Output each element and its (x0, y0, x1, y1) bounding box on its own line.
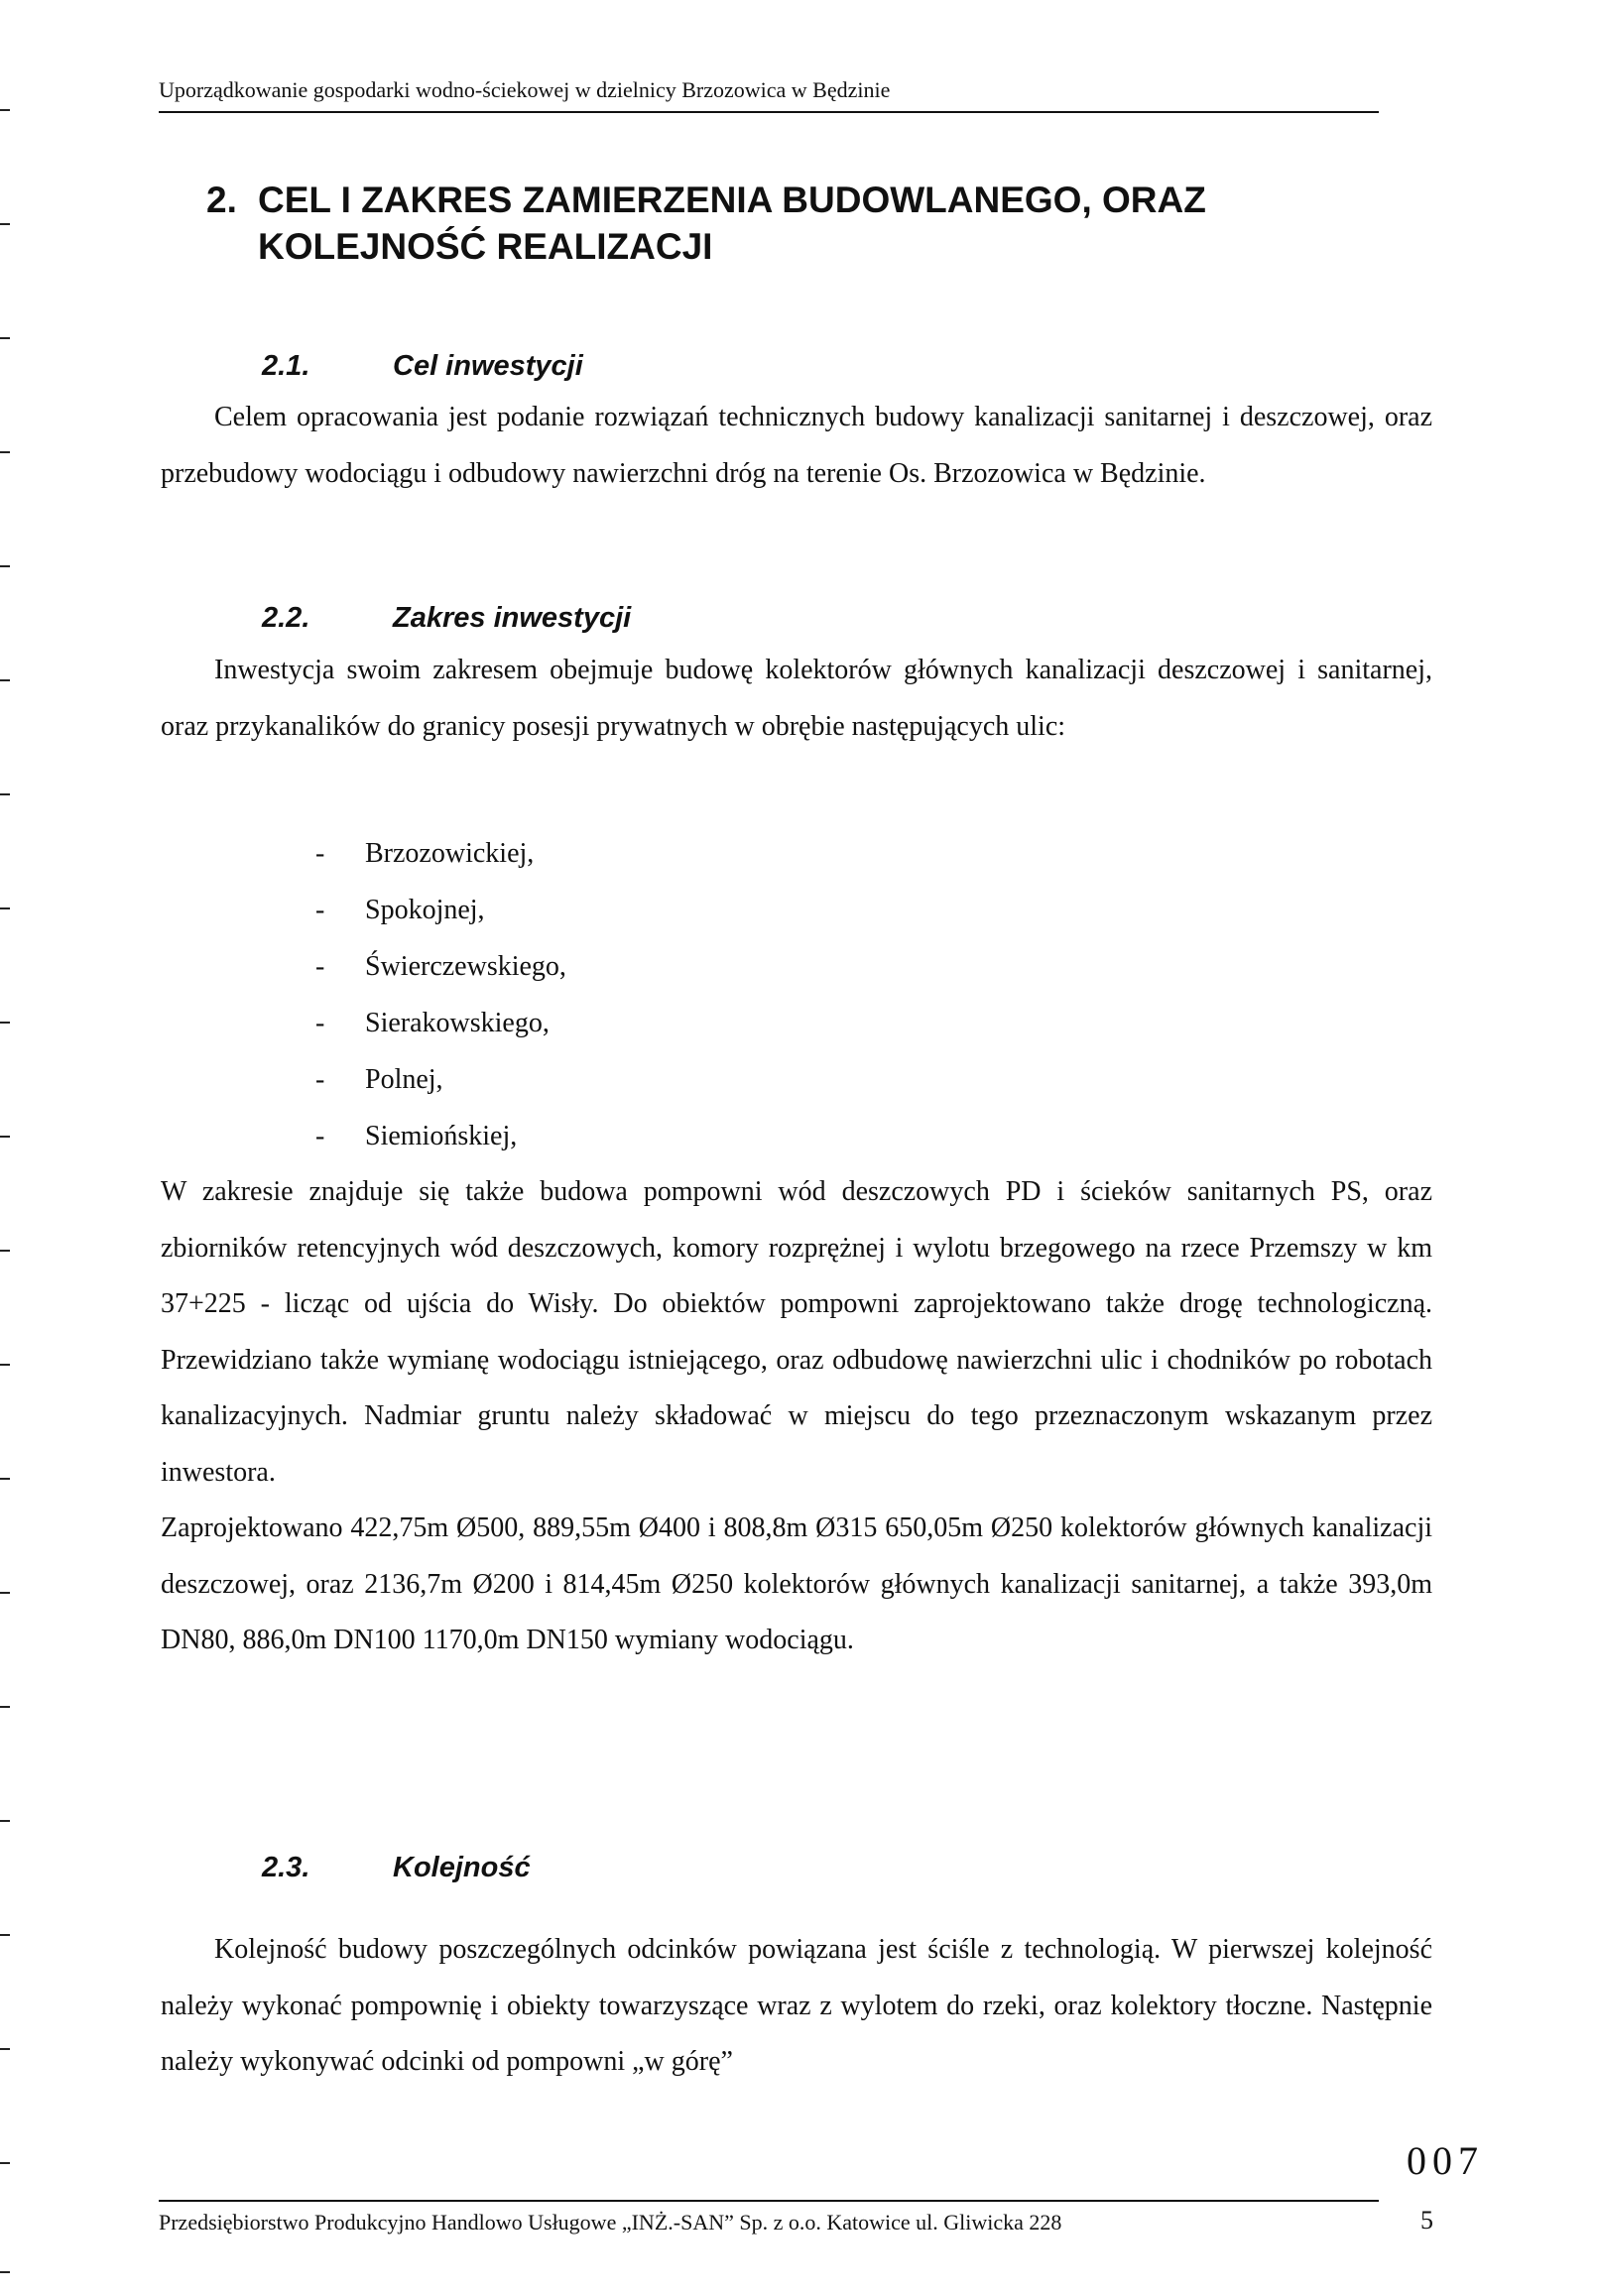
street-name: Brzozowickiej, (365, 838, 535, 869)
street-name: Polnej, (365, 1064, 443, 1095)
section-2-2-body (161, 1164, 1432, 1669)
chapter-number: 2. (206, 180, 237, 220)
scan-margin-marks (0, 0, 14, 2296)
section-2-3-body (161, 1922, 1432, 2091)
page-number: 5 (1420, 2206, 1433, 2235)
street-name: Sierakowskiego, (365, 1008, 550, 1038)
footer-company: Przedsiębiorstwo Produkcyjno Handlowo Usługowe „INŻ.-SAN” Sp. z o.o. Katowice ul. Gliwicka 228 (159, 2210, 1062, 2235)
running-header: Uporządkowanie gospodarki wodno-ściekowej w dzielnicy Brzozowica w Będzinie (159, 77, 891, 102)
list-item: - Spokojnej, (315, 895, 485, 925)
paragraph: Inwestycja swoim zakresem obejmuje budowę kolektorów głównych kanalizacji deszczowej i sanitarnej, oraz przykanalików do granicy posesji prywatnych w obrębie następujących ulic: (161, 655, 1432, 742)
section-number: 2.3. (262, 1852, 310, 1883)
section-title: Cel inwestycji (393, 350, 583, 382)
list-item: - Sierakowskiego, (315, 1008, 550, 1038)
paragraph: Kolejność budowy poszczególnych odcinków powiązana jest ściśle z technologią. W pierwszej kolejność należy wykonać pompownię i obiekty towarzyszące wraz z wylotem do rzeki, oraz kolektory tłoczne. Następnie należy wykonywać odcinki od pompowni „w górę” (161, 1934, 1432, 2077)
section-title: Zakres inwestycji (393, 602, 632, 634)
street-name: Siemiońskiej, (365, 1121, 518, 1151)
street-name: Spokojnej, (365, 895, 485, 925)
footer-rule (159, 2200, 1379, 2202)
street-name: Świerczewskiego, (365, 951, 566, 982)
header-rule (159, 111, 1379, 113)
section-2-2-intro (161, 643, 1432, 755)
paragraph: Zaprojektowano 422,75m Ø500, 889,55m Ø400 i 808,8m Ø315 650,05m Ø250 kolektorów głównych kanalizacji deszczowej, oraz 2136,7m Ø200 i 814,45m Ø250 kolektorów głównych kanalizacji sanitarnej, a także 393,0m DN80, 886,0m DN100 1170,0m DN150 wymiany wodociągu. (161, 1512, 1432, 1655)
section-number: 2.2. (262, 602, 310, 634)
list-item: - Siemiońskiej, (315, 1121, 518, 1151)
list-item: - Polnej, (315, 1064, 443, 1095)
paragraph: W zakresie znajduje się także budowa pompowni wód deszczowych PD i ścieków sanitarnych PS, oraz zbiorników retencyjnych wód deszczowych, komory rozprężnej i wylotu brzegowego na rzece Przemszy w km 37+225 - licząc od ujścia do Wisły. Do obiektów pompowni zaprojektowano także drogę technologiczną. Przewidziano także wymianę wodociągu istniejącego, oraz odbudowę nawierzchni ulic i chodników po robotach kanalizacyjnych. Nadmiar gruntu należy składować w miejscu do tego przeznaczonym wskazanym przez inwestora. (161, 1176, 1432, 1488)
section-number: 2.1. (262, 350, 310, 382)
list-item: - Świerczewskiego, (315, 951, 566, 982)
chapter-title: CEL I ZAKRES ZAMIERZENIA BUDOWLANEGO, ORAZ KOLEJNOŚĆ REALIZACJI (258, 180, 1206, 267)
list-item: - Brzozowickiej, (315, 838, 535, 869)
page-stamp: 007 (1407, 2138, 1484, 2183)
section-2-1-body (161, 390, 1432, 502)
section-title: Kolejność (393, 1852, 531, 1883)
paragraph: Celem opracowania jest podanie rozwiązań technicznych budowy kanalizacji sanitarnej i deszczowej, oraz przebudowy wodociągu i odbudowy nawierzchni dróg na terenie Os. Brzozowica w Będzinie. (161, 402, 1432, 489)
street-list (315, 825, 911, 1164)
